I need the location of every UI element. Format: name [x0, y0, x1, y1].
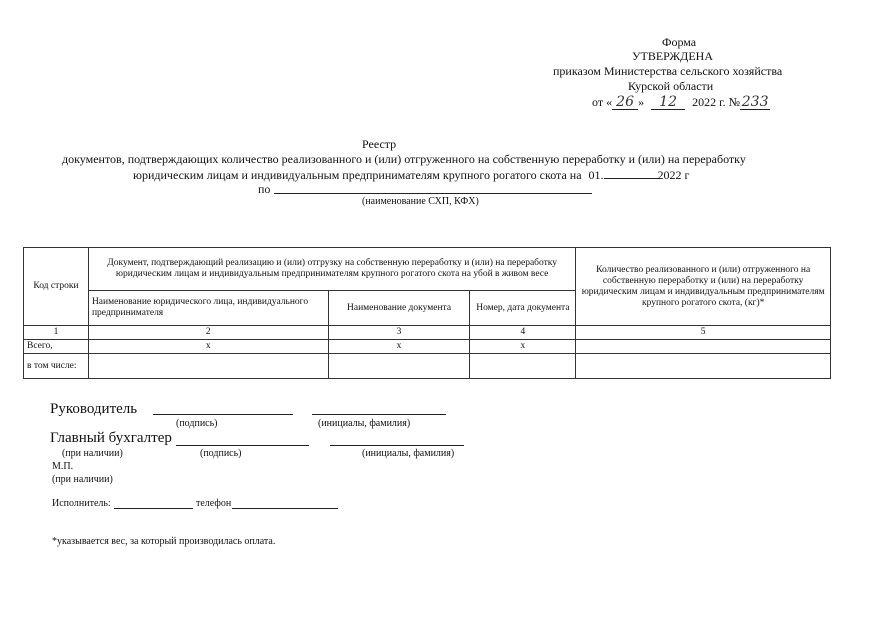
phone-line[interactable]: [232, 508, 338, 509]
footnote: *указывается вес, за который производилась оплата.: [52, 536, 276, 547]
col-number-3: 3: [328, 326, 470, 340]
register-table: [23, 247, 831, 379]
seal-label: М.П.: [52, 461, 74, 472]
register-subtitle-line1: документов, подтверждающих количество реализованного и (или) отгруженного на собственную переработку и (или) на переработку: [62, 152, 746, 166]
col-number-5: 5: [576, 326, 831, 340]
organization-caption: (наименование СХП, КФХ): [362, 196, 479, 207]
head-name-caption: (инициалы, фамилия): [318, 418, 411, 429]
accountant-label: Главный бухгалтер: [50, 430, 172, 446]
seal-presence-note: (при наличии): [52, 474, 113, 485]
order-number: 233: [741, 94, 769, 110]
col-number-1: 1: [24, 326, 89, 340]
subtitle-text: юридическим лицам и индивидуальным предпринимателям крупного рогатого скота на: [133, 168, 582, 182]
date-year: 2022 г: [657, 168, 690, 182]
head-signature-line[interactable]: [153, 414, 293, 415]
approved-label: УТВЕРЖДЕНА: [632, 49, 714, 63]
date-blank[interactable]: [604, 167, 658, 179]
row-including-c3[interactable]: [328, 354, 470, 379]
table-row-including: [24, 354, 831, 379]
register-title: Реестр: [362, 137, 397, 151]
row-including-c2[interactable]: [88, 354, 328, 379]
row-total-c3: х: [328, 340, 470, 354]
by-label: по: [258, 182, 271, 196]
row-total-c5[interactable]: [576, 340, 831, 354]
organization-name-line[interactable]: [274, 193, 592, 194]
head-name-line[interactable]: [312, 414, 446, 415]
row-total-c4: х: [470, 340, 576, 354]
table-row-total: [24, 340, 831, 354]
header-entity-name: Наименование юридического лица, индивидуального предпринимателя: [88, 291, 328, 326]
accountant-signature-line[interactable]: [176, 445, 309, 446]
row-including-c5[interactable]: [576, 354, 831, 379]
date-prefix: от «: [592, 95, 613, 109]
form-label: Форма: [662, 35, 697, 49]
accountant-name-line[interactable]: [330, 445, 464, 446]
order-year-number-label: 2022 г. №: [692, 95, 741, 109]
col-number-2: 2: [88, 326, 328, 340]
order-day: 26: [612, 95, 638, 110]
accountant-signature-caption: (подпись): [200, 448, 242, 459]
row-including-c4[interactable]: [470, 354, 576, 379]
phone-label: телефон: [196, 498, 232, 509]
col-number-4: 4: [470, 326, 576, 340]
date-start: 01.: [588, 168, 604, 182]
header-row-code: Код строки: [24, 248, 89, 326]
row-including-label: в том числе:: [24, 354, 89, 379]
head-signature-caption: (подпись): [176, 418, 218, 429]
header-document-number: Номер, дата документа: [470, 291, 576, 326]
header-document-group: Документ, подтверждающий реализацию и (или) отгрузку на собственную переработку и (или) на переработку юридическим лицам и индивидуальным предпринимателям крупного рогатого скота на убой в живом весе: [88, 248, 575, 291]
order-month: 12: [651, 95, 685, 110]
order-date-line: [592, 95, 770, 110]
row-total-label: Всего,: [24, 340, 89, 354]
region-name: Курской области: [628, 79, 714, 93]
header-quantity: Количество реализованного и (или) отгруженного на собственную переработку и (или) на переработку юридическим лицам и индивидуальным предпринимателям крупного рогатого скота, (кг)*: [576, 248, 831, 326]
accountant-presence-note: (при наличии): [62, 448, 123, 459]
executor-label: Исполнитель:: [52, 498, 111, 509]
header-document-name: Наименование документа: [328, 291, 470, 326]
head-label: Руководитель: [50, 401, 138, 417]
row-total-c2: х: [88, 340, 328, 354]
month-separator: »: [638, 95, 645, 109]
executor-line[interactable]: [114, 508, 193, 509]
order-issuer: приказом Министерства сельского хозяйства: [553, 64, 783, 78]
register-subtitle-line2: [133, 167, 689, 182]
accountant-name-caption: (инициалы, фамилия): [362, 448, 455, 459]
